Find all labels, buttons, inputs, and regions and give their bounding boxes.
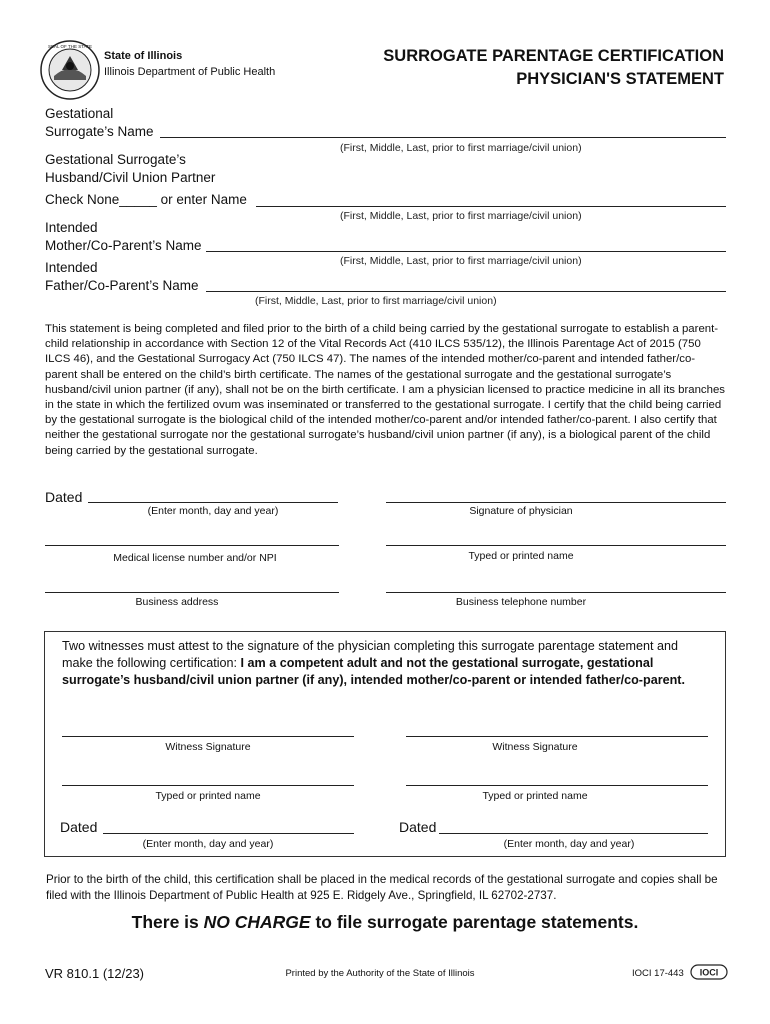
no-charge-pre: There is bbox=[131, 912, 204, 932]
partner-label-line-1: Gestational Surrogate’s bbox=[45, 152, 186, 167]
physician-typed-name-hint: Typed or printed name bbox=[468, 550, 574, 562]
physician-typed-name-field[interactable] bbox=[386, 545, 726, 546]
check-none-label: Check None_____ or enter Name bbox=[45, 192, 247, 207]
business-phone-hint: Business telephone number bbox=[455, 596, 587, 608]
no-charge-emphasis: NO CHARGE bbox=[203, 912, 311, 932]
witness-2-date-hint: (Enter month, day and year) bbox=[503, 838, 635, 850]
surrogate-label bbox=[45, 105, 154, 141]
surrogate-name-field[interactable] bbox=[160, 137, 726, 138]
witness-1-signature-hint: Witness Signature bbox=[165, 741, 251, 753]
form-title-line-1: SURROGATE PARENTAGE CERTIFICATION bbox=[383, 47, 724, 65]
witness-1-typed-name-hint: Typed or printed name bbox=[155, 790, 261, 802]
physician-signature-field[interactable] bbox=[386, 502, 726, 503]
mother-label-line-2: Mother/Co-Parent’s Name bbox=[45, 238, 202, 253]
partner-name-field[interactable] bbox=[256, 206, 726, 207]
witness-intro: Two witnesses must attest to the signature of the physician completing this surrogate parentage statement and make the following certification: bbox=[62, 639, 679, 670]
dated-label: Dated bbox=[45, 489, 83, 505]
license-number-hint: Medical license number and/or NPI bbox=[113, 552, 277, 564]
father-name-field[interactable] bbox=[206, 291, 726, 292]
state-name: State of Illinois bbox=[104, 50, 183, 62]
witness-2-signature-field[interactable] bbox=[406, 736, 708, 737]
witness-2-date-field[interactable] bbox=[439, 833, 708, 834]
mother-name-hint: (First, Middle, Last, prior to first marriage/civil union) bbox=[340, 255, 582, 267]
license-number-field[interactable] bbox=[45, 545, 339, 546]
witness-instructions bbox=[62, 638, 712, 689]
physician-date-field[interactable] bbox=[88, 502, 338, 503]
form-title bbox=[304, 45, 724, 91]
state-seal-icon bbox=[40, 40, 100, 100]
father-label bbox=[45, 259, 199, 295]
witness-2-signature-hint: Witness Signature bbox=[492, 741, 578, 753]
filing-note: Prior to the birth of the child, this certification shall be placed in the medical records of the gestational surrogate and copies shall be filed with the Illinois Department of Public Health at 925 E. Ridgely Ave., Springfield, IL 62702-2737. bbox=[46, 873, 718, 902]
mother-name-field[interactable] bbox=[206, 251, 726, 252]
ioci-logo-icon bbox=[690, 964, 728, 980]
physician-signature-hint: Signature of physician bbox=[469, 505, 573, 517]
ioci-logo-text: IOCI bbox=[699, 967, 719, 978]
mother-label-line-1: Intended bbox=[45, 220, 98, 235]
no-charge-post: to file surrogate parentage statements. bbox=[310, 912, 639, 932]
form-title-line-2: PHYSICIAN'S STATEMENT bbox=[516, 70, 724, 88]
physician-date-hint: (Enter month, day and year) bbox=[147, 505, 279, 517]
surrogate-label-line-1: Gestational bbox=[45, 106, 114, 121]
partner-name-hint: (First, Middle, Last, prior to first marriage/civil union) bbox=[340, 210, 582, 222]
partner-label bbox=[45, 151, 215, 187]
witness-certification: I am a competent adult and not the gestational surrogate, gestational surrogate’s husband/civil union partner (if any), intended mother/co-parent or intended father/co-parent. bbox=[62, 656, 685, 687]
business-phone-field[interactable] bbox=[386, 592, 726, 593]
witness-2-typed-name-field[interactable] bbox=[406, 785, 708, 786]
printed-by: Printed by the Authority of the State of Illinois bbox=[285, 968, 475, 979]
no-charge-notice bbox=[0, 912, 770, 933]
business-address-field[interactable] bbox=[45, 592, 339, 593]
witness-2-typed-name-hint: Typed or printed name bbox=[482, 790, 588, 802]
svg-text:SEAL OF THE STATE: SEAL OF THE STATE bbox=[47, 44, 93, 49]
witness-1-typed-name-field[interactable] bbox=[62, 785, 354, 786]
mother-label bbox=[45, 219, 202, 255]
father-label-line-2: Father/Co-Parent’s Name bbox=[45, 278, 199, 293]
department-name: Illinois Department of Public Health bbox=[104, 66, 276, 78]
father-name-hint: (First, Middle, Last, prior to first marriage/civil union) bbox=[255, 295, 497, 307]
witness-1-dated-label: Dated bbox=[60, 819, 98, 835]
surrogate-label-line-2: Surrogate’s Name bbox=[45, 124, 154, 139]
father-label-line-1: Intended bbox=[45, 260, 98, 275]
physician-statement: This statement is being completed and filed prior to the birth of a child being carried by the gestational surrogate to establish a parent-child relationship in accordance with Section 12 of the Vital Records Act (410 ILCS 535/12), the Illinois Parentage Act of 2015 (750 ILCS 46), and the Gestational Surrogacy Act (750 ILCS 47). The names of the intended mother/co-parent and intended father/co-parent shall be entered on the child’s birth certificate. The names of the gestational surrogate and the gestational surrogate’s husband/civil union partner (if any), shall not be on the birth certificate. I am a physician licensed to practice medicine in all its branches in the state in which the fertilized ovum was inseminated or transferred to the gestational surrogate. I certify that the child being carried by the gestational surrogate is the biological child of the intended mother/co-parent and/or intended father/co-parent. I also certify that neither the gestational surrogate nor the gestational surrogate’s husband/civil union partner (if any), is a biological parent of the child being carried by the gestational surrogate. bbox=[45, 323, 725, 457]
agency-block bbox=[104, 48, 275, 80]
surrogate-name-hint: (First, Middle, Last, prior to first marriage/civil union) bbox=[340, 142, 582, 154]
witness-2-dated-label: Dated bbox=[399, 819, 437, 835]
witness-1-date-field[interactable] bbox=[103, 833, 354, 834]
ioci-number: IOCI 17-443 bbox=[632, 968, 684, 979]
witness-1-date-hint: (Enter month, day and year) bbox=[142, 838, 274, 850]
partner-label-line-2: Husband/Civil Union Partner bbox=[45, 170, 216, 185]
business-address-hint: Business address bbox=[135, 596, 219, 608]
witness-1-signature-field[interactable] bbox=[62, 736, 354, 737]
form-number: VR 810.1 (12/23) bbox=[45, 966, 145, 981]
